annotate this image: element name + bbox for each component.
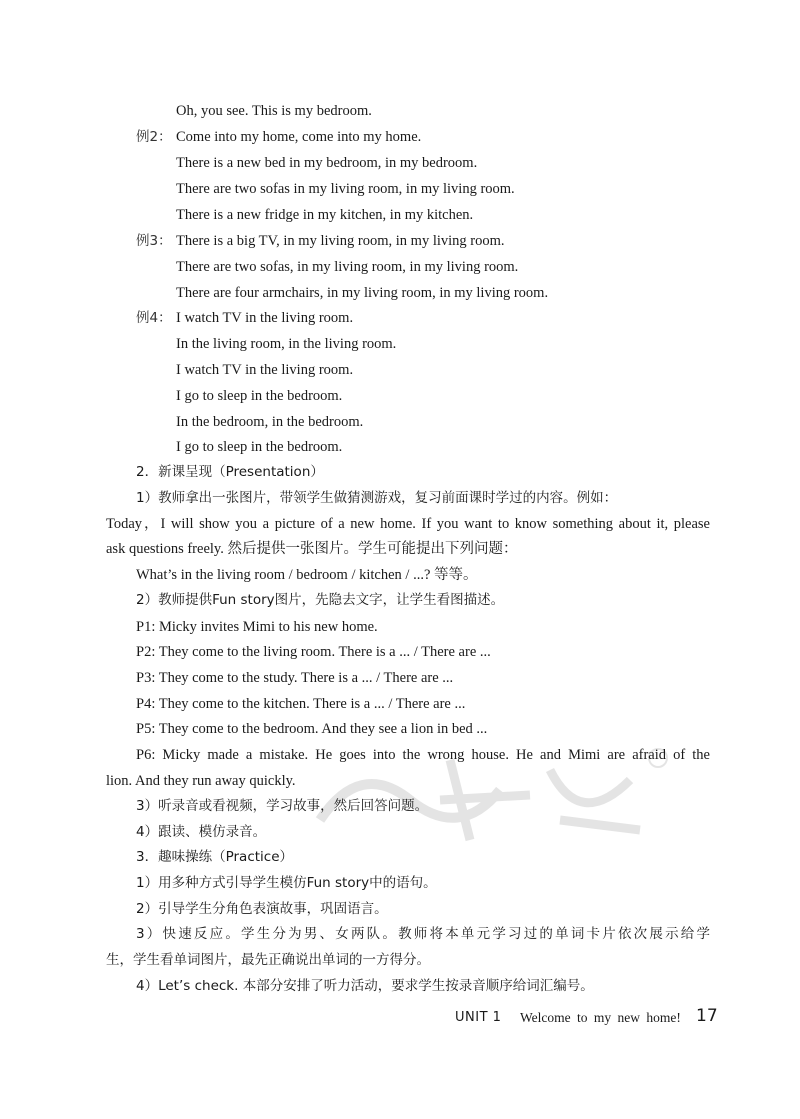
text-line: 1）教师拿出一张图片，带领学生做猜测游戏，复习前面课时学过的内容。例如： [136, 490, 618, 506]
section-heading: 2．新课呈现（Presentation） [136, 464, 324, 480]
text-line: ask questions freely. 然后提供一张图片。学生可能提出下列问题： [106, 541, 518, 557]
text-line: I watch TV in the living room. [176, 310, 354, 326]
text-line: What’s in the living room / bedroom / kitchen / ...? 等等。 [136, 567, 478, 583]
text-line: 3）快速反应。学生分为男、女两队。教师将本单元学习过的单词卡片依次展示给学 [136, 926, 710, 942]
section-heading: 3．趣味操练（Practice） [136, 849, 294, 865]
text-line: There are two sofas, in my living room, in my living room. [176, 259, 519, 275]
text-line: Oh, you see. This is my bedroom. [176, 103, 372, 119]
text-line: P3: They come to the study. There is a ... / There are ... [136, 670, 454, 686]
text-line: P6: Micky made a mistake. He goes into the wrong house. He and Mimi are afraid of the [136, 747, 710, 763]
text-line: Today，I will show you a picture of a new home. If you want to know something about it, please [106, 516, 710, 532]
text-line: lion. And they run away quickly. [106, 773, 296, 789]
example-tag: 例3： [136, 233, 172, 249]
text-line: 4）跟读、模仿录音。 [136, 824, 267, 840]
text-line: In the bedroom, in the bedroom. [176, 414, 364, 430]
example-tag: 例4： [136, 310, 172, 326]
text-line: P2: They come to the living room. There is a ... / There are ... [136, 644, 491, 660]
text-line: There is a big TV, in my living room, in my living room. [176, 233, 505, 249]
text-line: Come into my home, come into my home. [176, 129, 422, 145]
text-line: 1）用多种方式引导学生模仿Fun story中的语句。 [136, 875, 437, 891]
text-line: I go to sleep in the bedroom. [176, 439, 343, 455]
text-line: There are four armchairs, in my living room, in my living room. [176, 285, 549, 301]
text-line: P4: They come to the kitchen. There is a ... / There are ... [136, 696, 466, 712]
text-line: 3）听录音或看视频，学习故事，然后回答问题。 [136, 798, 429, 814]
text-line: There are two sofas in my living room, in my living room. [176, 181, 515, 197]
text-line: In the living room, in the living room. [176, 336, 397, 352]
page-number: 17 [696, 1006, 718, 1026]
text-line: I watch TV in the living room. [176, 362, 354, 378]
text-line: 生，学生看单词图片，最先正确说出单词的一方得分。 [106, 952, 430, 968]
footer-unit-label: UNIT 1 [455, 1010, 502, 1025]
text-line: P1: Micky invites Mimi to his new home. [136, 619, 378, 635]
text-line: There is a new fridge in my kitchen, in my kitchen. [176, 207, 474, 223]
example-tag: 例2： [136, 129, 172, 145]
text-line: 4）Let’s check. 本部分安排了听力活动，要求学生按录音顺序给词汇编号。 [136, 978, 594, 994]
text-line: 2）引导学生分角色表演故事，巩固语言。 [136, 901, 388, 917]
text-line: I go to sleep in the bedroom. [176, 388, 343, 404]
text-line: P5: They come to the bedroom. And they see a lion in bed ... [136, 721, 488, 737]
text-line: There is a new bed in my bedroom, in my bedroom. [176, 155, 478, 171]
footer-unit-title: Welcome to my new home! [520, 1010, 681, 1025]
text-line: 2）教师提供Fun story图片，先隐去文字，让学生看图描述。 [136, 592, 505, 608]
